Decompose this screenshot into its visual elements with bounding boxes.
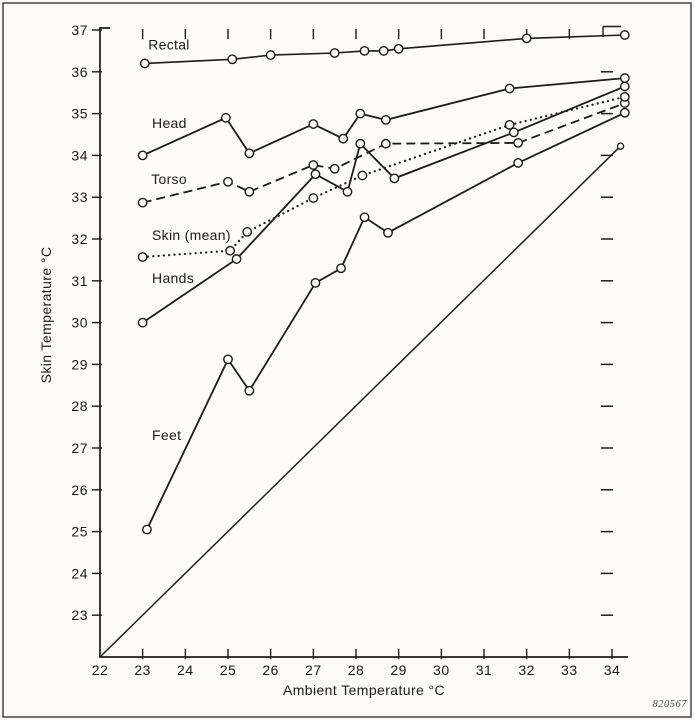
series-marker-ambient-skin-reference (617, 143, 623, 149)
series-marker-skin-mean (226, 247, 234, 255)
y-tick-label: 26 (71, 481, 88, 498)
series-marker-head (222, 114, 230, 122)
x-tick-label: 32 (518, 662, 535, 678)
series-marker-hands (232, 255, 240, 263)
series-line-ambient-skin-reference (100, 146, 621, 657)
series-marker-rectal (394, 45, 402, 53)
series-label-torso: Torso (151, 171, 187, 188)
x-tick-label: 23 (134, 662, 151, 678)
y-tick-label: 36 (71, 63, 88, 80)
series-label-feet: Feet (152, 427, 182, 444)
series-marker-hands (621, 82, 629, 90)
series-marker-feet (245, 387, 253, 395)
y-tick-label: 25 (71, 523, 88, 540)
series-marker-head (356, 109, 364, 117)
series-marker-head (505, 84, 513, 92)
series-marker-skin-mean (138, 253, 146, 261)
series-marker-hands (138, 318, 146, 326)
figure-number: 820567 (652, 699, 687, 710)
x-tick-label: 26 (262, 662, 279, 678)
series-label-hands: Hands (152, 269, 195, 286)
x-axis-title: Ambient Temperature °C (283, 682, 445, 698)
series-marker-head (382, 116, 390, 124)
series-marker-torso (330, 165, 338, 173)
series-marker-feet (224, 355, 232, 363)
y-tick-label: 32 (71, 231, 88, 247)
x-tick-label: 30 (433, 662, 450, 678)
x-tick-label: 24 (177, 662, 194, 678)
y-tick-label: 27 (71, 440, 88, 456)
series-marker-skin-mean (621, 93, 629, 101)
series-marker-feet (143, 525, 151, 533)
series-marker-rectal (266, 51, 274, 59)
series-marker-head (339, 134, 347, 142)
y-tick-label: 28 (71, 398, 88, 415)
series-marker-torso (382, 139, 390, 147)
series-marker-hands (390, 174, 398, 182)
series-marker-skin-mean (358, 171, 366, 179)
series-marker-feet (621, 109, 629, 117)
series-marker-rectal (621, 31, 629, 39)
series-line-feet (147, 113, 625, 530)
x-tick-label: 28 (347, 662, 365, 678)
series-marker-rectal (330, 49, 338, 57)
series-marker-head (309, 120, 317, 128)
x-tick-label: 22 (91, 662, 109, 678)
series-marker-skin-mean (309, 194, 317, 202)
x-tick-label: 34 (603, 662, 621, 678)
series-marker-hands (510, 128, 518, 136)
series-marker-rectal (141, 59, 149, 67)
series-marker-rectal (522, 34, 530, 42)
series-marker-torso (514, 139, 522, 147)
x-tick-label: 31 (475, 662, 493, 678)
series-marker-rectal (380, 47, 388, 55)
series-marker-feet (311, 279, 319, 287)
figure-frame (3, 3, 691, 717)
series-marker-torso (138, 198, 146, 206)
x-tick-label: 33 (561, 662, 578, 678)
series-label-skin-mean: Skin (mean) (152, 226, 231, 243)
series-marker-feet (337, 264, 345, 272)
series-marker-hands (311, 170, 319, 178)
series-marker-head (621, 74, 629, 82)
series-marker-torso (224, 178, 232, 186)
y-tick-label: 30 (71, 314, 88, 331)
series-marker-feet (360, 213, 368, 221)
series-marker-torso (309, 161, 317, 169)
series-marker-feet (384, 229, 392, 237)
series-marker-rectal (360, 47, 368, 55)
y-tick-label: 29 (71, 356, 88, 373)
series-label-head: Head (152, 114, 187, 131)
series-marker-hands (343, 188, 351, 196)
x-tick-label: 27 (305, 662, 322, 678)
y-tick-label: 31 (71, 272, 88, 289)
series-marker-torso (245, 188, 253, 196)
y-tick-label: 33 (71, 189, 88, 206)
series-marker-rectal (228, 55, 236, 63)
series-marker-hands (356, 139, 364, 147)
series-marker-head (245, 149, 253, 157)
series-label-rectal: Rectal (148, 36, 190, 53)
series-marker-head (138, 151, 146, 159)
y-tick-label: 24 (71, 565, 88, 582)
y-axis-title: Skin Temperature °C (38, 246, 54, 384)
x-tick-label: 25 (219, 662, 237, 678)
series-marker-skin-mean (243, 228, 251, 236)
y-tick-label: 23 (71, 607, 88, 624)
series-marker-feet (514, 159, 522, 167)
y-tick-label: 34 (71, 147, 88, 164)
y-tick-label: 35 (71, 105, 88, 122)
y-tick-label: 37 (71, 22, 88, 38)
x-tick-label: 29 (390, 662, 407, 678)
